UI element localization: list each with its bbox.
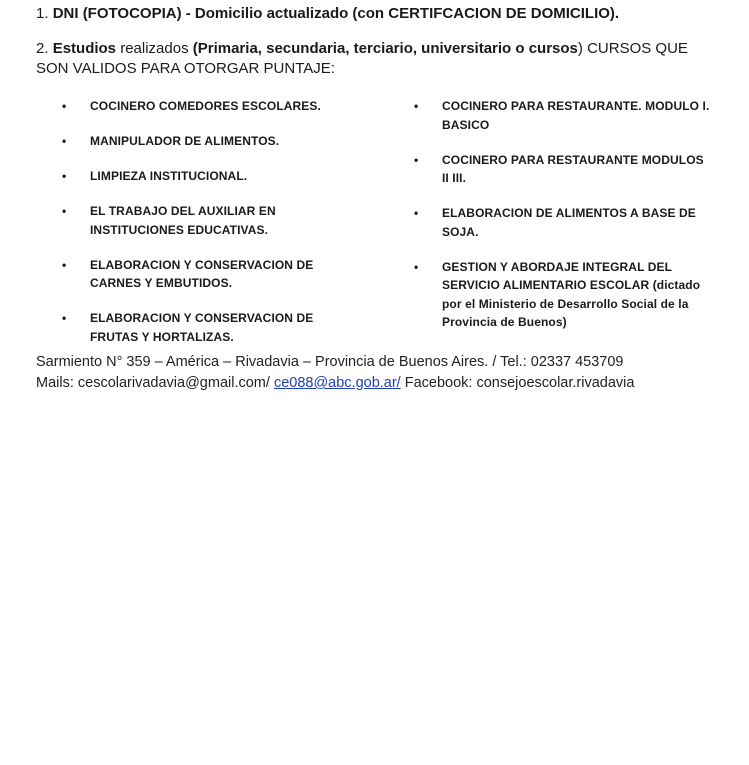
bullet-icon: • bbox=[414, 152, 419, 167]
courses-intro: ) CURSOS QUE SON VALIDOS PARA OTORGAR PUNTAJE: bbox=[36, 40, 688, 77]
course-name: COCINERO COMEDORES ESCOLARES. bbox=[90, 99, 321, 113]
course-name: COCINERO PARA RESTAURANTE. MODULO I. BASICO bbox=[442, 99, 710, 132]
bullet-icon: • bbox=[414, 99, 419, 113]
item-number: 2. bbox=[36, 40, 53, 57]
course-name: ELABORACION Y CONSERVACION DE FRUTAS Y HORTALIZAS. bbox=[90, 311, 314, 344]
bullet-icon: • bbox=[62, 257, 67, 272]
course-name: ELABORACION DE ALIMENTOS A BASE DE SOJA. bbox=[442, 206, 696, 239]
bullet-icon: • bbox=[414, 206, 419, 220]
requirement-studies bbox=[36, 39, 716, 79]
course-item bbox=[414, 151, 714, 188]
course-item bbox=[62, 202, 362, 239]
footer-address: Sarmiento N° 359 – América – Rivadavia – Provincia de Buenos Aires. / Tel.: 02337 453709 bbox=[36, 354, 624, 370]
facebook-text: Facebook: consejoescolar.rivadavia bbox=[400, 375, 635, 391]
course-item bbox=[414, 258, 714, 332]
course-name: GESTION Y ABORDAJE INTEGRAL DEL SERVICIO ALIMENTARIO ESCOLAR (dictado por el Ministerio de Desarrollo Social de la Provincia de Buenos) bbox=[442, 259, 701, 329]
course-name: LIMPIEZA INSTITUCIONAL. bbox=[90, 169, 248, 183]
course-name: COCINERO PARA RESTAURANTE MODULOS II III. bbox=[442, 152, 704, 185]
bullet-icon: • bbox=[62, 204, 67, 218]
bullet-icon: • bbox=[62, 99, 67, 113]
course-item bbox=[62, 256, 362, 293]
course-item bbox=[62, 97, 362, 116]
footer-contacts bbox=[36, 373, 634, 393]
studies-text: realizados bbox=[116, 40, 193, 57]
bullet-icon: • bbox=[62, 311, 67, 325]
courses-list-left bbox=[62, 97, 362, 363]
dni-requirement-text: DNI (FOTOCOPIA) - Domicilio actualizado (con CERTIFCACION DE DOMICILIO). bbox=[52, 5, 620, 22]
course-item bbox=[62, 309, 362, 346]
item-number: 1. bbox=[36, 5, 53, 22]
studies-levels: (Primaria, secundaria, terciario, universitario o cursos bbox=[192, 40, 578, 57]
studies-label: Estudios bbox=[52, 40, 117, 57]
courses-list-right bbox=[414, 97, 714, 348]
bullet-icon: • bbox=[62, 169, 67, 183]
course-item bbox=[62, 132, 362, 151]
email-link[interactable]: ce088@abc.gob.ar/ bbox=[273, 375, 401, 391]
bullet-icon: • bbox=[62, 134, 67, 148]
requirement-dni bbox=[36, 4, 619, 24]
course-item bbox=[414, 97, 714, 134]
bullet-icon: • bbox=[414, 259, 419, 274]
mails-text: Mails: cescolarivadavia@gmail.com/ bbox=[36, 375, 274, 391]
course-name: EL TRABAJO DEL AUXILIAR EN INSTITUCIONES EDUCATIVAS. bbox=[90, 204, 276, 237]
course-name: MANIPULADOR DE ALIMENTOS. bbox=[90, 134, 280, 148]
course-item bbox=[414, 204, 714, 241]
course-item bbox=[62, 167, 362, 186]
course-name: ELABORACION Y CONSERVACION DE CARNES Y EMBUTIDOS. bbox=[90, 257, 314, 290]
